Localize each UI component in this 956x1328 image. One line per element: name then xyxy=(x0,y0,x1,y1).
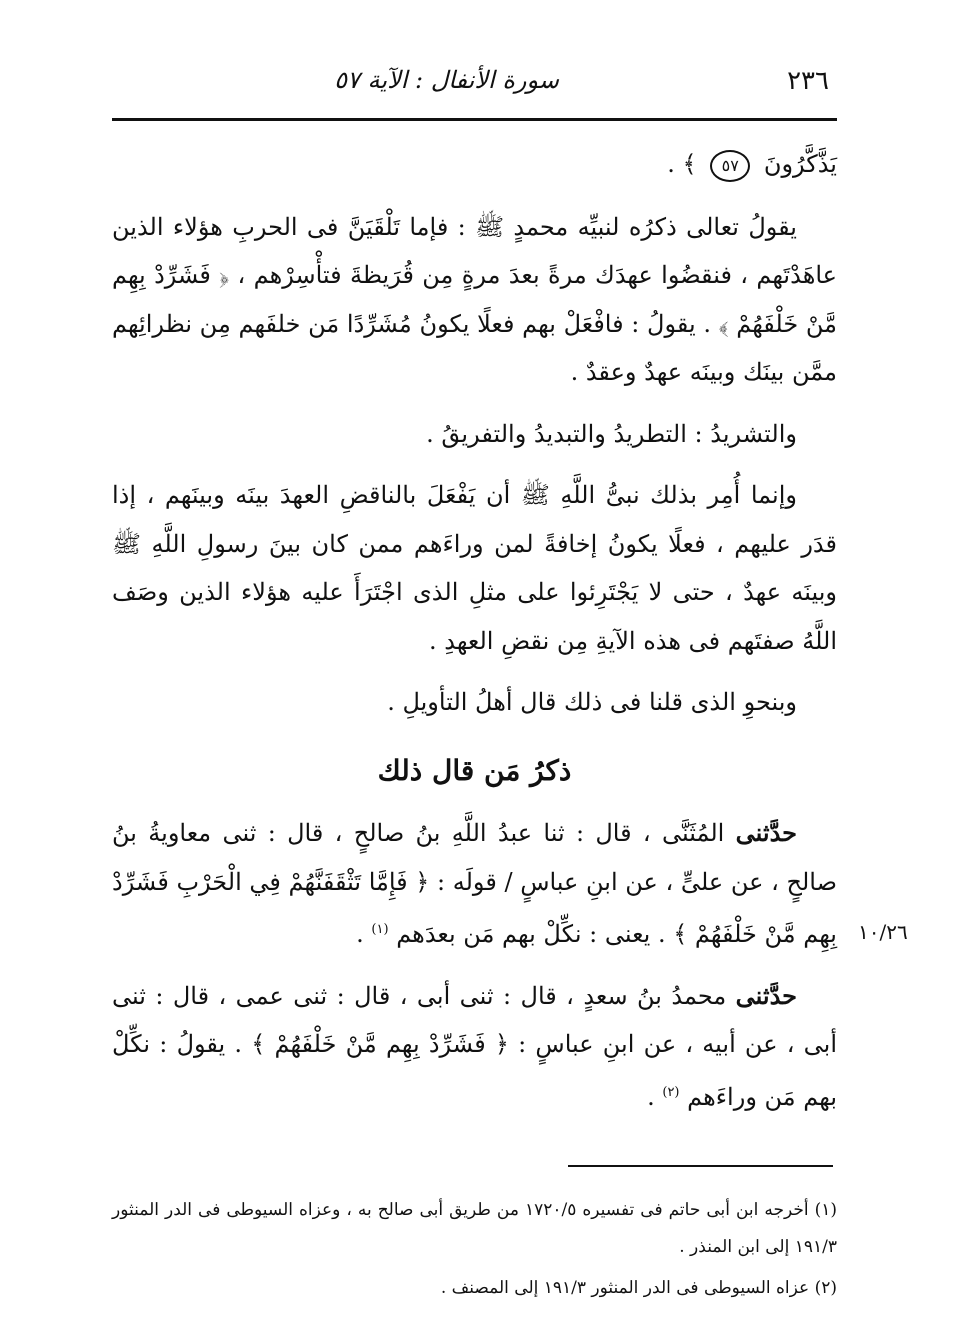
paragraph-3: وإنما أُمِر بذلك نبىُّ اللَّهِ ﷺ أن يَفْعَلَ بالناقضِ العهدَ بينَه وبينَهم ، إذا قدَر عليهم ، فعلًا يكونُ إخافةً لمن وراءَهم ممن كان بينَ رسولِ اللَّهِ ﷺ وبينَه عهدٌ ، حتى لا يَجْتَرِئوا على مثلِ الذى اجْتَرَأَ عليه هؤلاء الذين وصَف اللَّهُ صفتَهم فى هذه الآيةِ مِن نقضِ العهدِ . xyxy=(112,481,838,655)
main-text xyxy=(112,140,837,1134)
footnote-rule xyxy=(568,1165,833,1167)
footnote-1: (١) أخرجه ابن أبى حاتم فى تفسيره ١٧٢٠/٥ من طريق أبى صالح به ، وعزاه السيوطى فى الدر المنثور ١٩١/٣ إلى ابن المنذر . xyxy=(112,1200,838,1257)
verse-end-icon: ٥٧ xyxy=(710,150,750,182)
narration-lead: حدَّثنى xyxy=(735,980,797,1010)
running-title: سورة الأنفال : الآية ٥٧ xyxy=(334,66,559,94)
footnote-marker: (١) xyxy=(371,922,389,937)
margin-reference: ١٠/٢٦ xyxy=(858,920,908,944)
narration-text: المُثَنَّى ، قال : ثنا عبدُ اللَّهِ بنُ صالحٍ ، قال : ثنى معاويةُ بنُ صالحٍ ، عن علىٍّ ، عن ابنِ عباسٍ / قولَه : ﴿ فَإِمَّا تَثْقَفَنَّهُمْ فِي الْحَرْبِ فَشَرِّدْ بِهِم مَّنْ خَلْفَهُمْ ﴾ . يعنى : نكِّلْ بهم مَن بعدَهم xyxy=(112,819,837,948)
section-heading: ذكرُ مَن قال ذلك xyxy=(377,753,572,787)
footnotes xyxy=(112,1192,837,1311)
page-header xyxy=(112,60,837,100)
narration-text: محمدُ بنُ سعدٍ ، قال : ثنى أبى ، قال : ثنى عمى ، قال : ثنى أبى ، عن أبيه ، عن ابنِ عباسٍ : ﴿ فَشَرِّدْ بِهِم مَّنْ خَلْفَهُمْ ﴾ . يقولُ : نكِّلْ بهم مَن وراءَهم xyxy=(112,981,838,1111)
verse-word: يَذَّكَّرُونَ xyxy=(763,150,837,178)
paragraph-4: وبنحوِ الذى قلنا فى ذلك قال أهلُ التأويلِ . xyxy=(387,688,797,716)
page-number: ٢٣٦ xyxy=(787,66,829,96)
header-rule xyxy=(112,118,837,121)
paragraph-1: يقولُ تعالى ذكرُه لنبيِّه محمدٍ ﷺ : فإما تَلْقَيَنَّ فى الحربِ هؤلاء الذين عاهَدْتَهم ، فنقضُوا عهدَك مرةً بعدَ مرةٍ مِن قُرَيظةَ فتأْسِرْهم ، ﴿ فَشَرِّدْ بِهِم مَّنْ خَلْفَهُمْ ﴾ . يقولُ : فافْعَلْ بهم فعلًا يكونُ مُشَرِّدًا مَن خلفَهم مِن نظرائِهم ممَّن بينَك وبينَه عهدٌ وعقدٌ . xyxy=(112,212,837,386)
verse-close: ﴾ . xyxy=(667,150,697,178)
narration-lead: حدَّثنى xyxy=(735,818,797,847)
footnote-marker: (٢) xyxy=(662,1084,680,1100)
paragraph-2: والتشريدُ : التطريدُ والتبديدُ والتفريقُ . xyxy=(426,419,797,448)
narration-2: حدَّثنى محمدُ بنُ سعدٍ ، قال : ثنى أبى ، قال : ثنى عمى ، قال : ثنى أبى ، عن أبيه ، عن ابنِ عباسٍ : ﴿ فَشَرِّدْ بِهِم مَّنْ خَلْفَهُمْ ﴾ . يقولُ : نكِّلْ بهم مَن وراءَهم $^{(٢)}$ . xyxy=(112,980,838,1111)
footnote-2: (٢) عزاه السيوطى فى الدر المنثور ١٩١/٣ إلى المصنف . xyxy=(440,1278,837,1298)
verse-fragment xyxy=(112,140,837,189)
narration-1: حدَّثنى المُثَنَّى ، قال : ثنا عبدُ اللَّهِ بنُ صالحٍ ، قال : ثنى معاويةُ بنُ صالحٍ ، عن علىٍّ ، عن ابنِ عباسٍ / قولَه : ﴿ فَإِمَّا تَثْقَفَنَّهُمْ فِي الْحَرْبِ فَشَرِّدْ بِهِم مَّنْ خَلْفَهُمْ ﴾ . يعنى : نكِّلْ بهم مَن بعدَهم $^{(١)}$ . xyxy=(112,818,837,948)
